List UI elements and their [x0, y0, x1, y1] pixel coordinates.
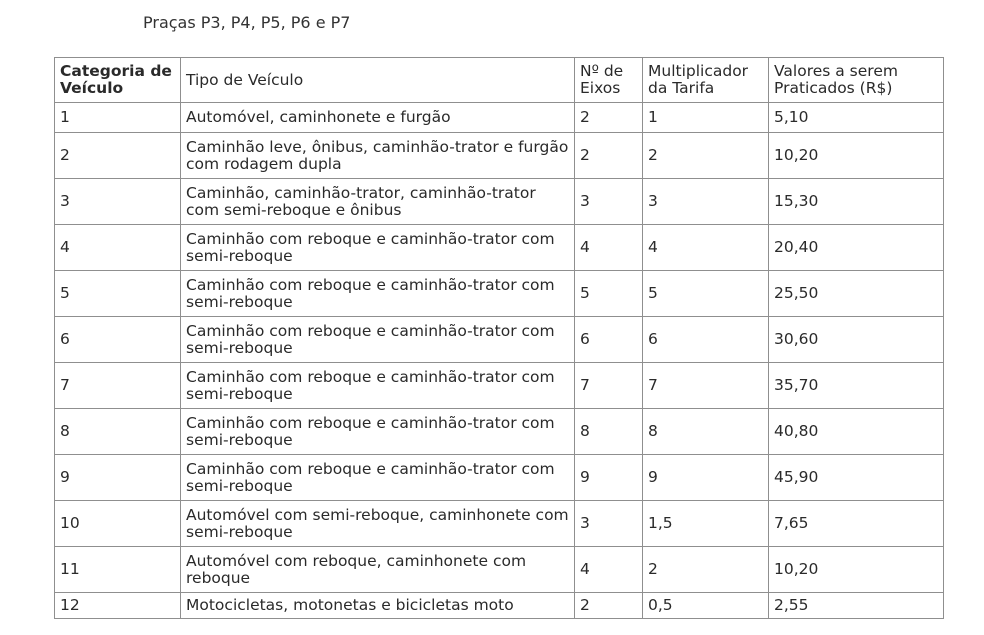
- cell-categoria: 2: [55, 133, 181, 179]
- table-row: [55, 103, 944, 133]
- cell-eixos: 2: [575, 133, 643, 179]
- cell-tipo: Caminhão com reboque e caminhão-trator com semi-reboque: [181, 317, 575, 363]
- cell-tipo: Motocicletas, motonetas e bicicletas moto: [181, 593, 575, 619]
- cell-tipo: Caminhão com reboque e caminhão-trator com semi-reboque: [181, 271, 575, 317]
- cell-categoria: 10: [55, 501, 181, 547]
- table-caption: Praças P3, P4, P5, P6 e P7: [143, 13, 351, 32]
- cell-tipo: Automóvel, caminhonete e furgão: [181, 103, 575, 133]
- cell-multiplicador: 3: [643, 179, 769, 225]
- cell-tipo: Caminhão leve, ônibus, caminhão-trator e furgão com rodagem dupla: [181, 133, 575, 179]
- table-row: [55, 225, 944, 271]
- toll-rates-table: [54, 57, 944, 619]
- cell-eixos: 6: [575, 317, 643, 363]
- cell-multiplicador: 5: [643, 271, 769, 317]
- cell-multiplicador: 6: [643, 317, 769, 363]
- cell-valor: 10,20: [769, 547, 944, 593]
- cell-categoria: 7: [55, 363, 181, 409]
- cell-multiplicador: 4: [643, 225, 769, 271]
- header-valores: Valores a serem Praticados (R$): [769, 58, 944, 103]
- cell-tipo: Automóvel com reboque, caminhonete com reboque: [181, 547, 575, 593]
- table-row: [55, 455, 944, 501]
- cell-tipo: Caminhão, caminhão-trator, caminhão-trator com semi-reboque e ônibus: [181, 179, 575, 225]
- cell-multiplicador: 0,5: [643, 593, 769, 619]
- cell-eixos: 7: [575, 363, 643, 409]
- cell-valor: 40,80: [769, 409, 944, 455]
- header-multiplicador: Multiplicador da Tarifa: [643, 58, 769, 103]
- cell-categoria: 11: [55, 547, 181, 593]
- cell-categoria: 1: [55, 103, 181, 133]
- cell-categoria: 9: [55, 455, 181, 501]
- cell-multiplicador: 9: [643, 455, 769, 501]
- cell-eixos: 3: [575, 179, 643, 225]
- cell-valor: 25,50: [769, 271, 944, 317]
- cell-valor: 45,90: [769, 455, 944, 501]
- header-eixos: Nº de Eixos: [575, 58, 643, 103]
- cell-tipo: Caminhão com reboque e caminhão-trator com semi-reboque: [181, 455, 575, 501]
- table-row: [55, 409, 944, 455]
- cell-eixos: 4: [575, 547, 643, 593]
- cell-tipo: Caminhão com reboque e caminhão-trator com semi-reboque: [181, 409, 575, 455]
- cell-eixos: 8: [575, 409, 643, 455]
- table-row: [55, 133, 944, 179]
- table-row: [55, 317, 944, 363]
- cell-multiplicador: 1: [643, 103, 769, 133]
- cell-valor: 15,30: [769, 179, 944, 225]
- cell-eixos: 9: [575, 455, 643, 501]
- cell-categoria: 12: [55, 593, 181, 619]
- cell-multiplicador: 2: [643, 133, 769, 179]
- cell-tipo: Caminhão com reboque e caminhão-trator com semi-reboque: [181, 225, 575, 271]
- cell-multiplicador: 2: [643, 547, 769, 593]
- cell-multiplicador: 8: [643, 409, 769, 455]
- cell-multiplicador: 7: [643, 363, 769, 409]
- cell-tipo: Caminhão com reboque e caminhão-trator com semi-reboque: [181, 363, 575, 409]
- cell-valor: 20,40: [769, 225, 944, 271]
- cell-valor: 30,60: [769, 317, 944, 363]
- table-row: [55, 271, 944, 317]
- table-row: [55, 363, 944, 409]
- cell-categoria: 8: [55, 409, 181, 455]
- cell-valor: 7,65: [769, 501, 944, 547]
- cell-valor: 10,20: [769, 133, 944, 179]
- cell-categoria: 4: [55, 225, 181, 271]
- table-row: [55, 179, 944, 225]
- table-row: [55, 501, 944, 547]
- header-row: [55, 58, 944, 103]
- cell-eixos: 3: [575, 501, 643, 547]
- cell-eixos: 2: [575, 593, 643, 619]
- cell-eixos: 5: [575, 271, 643, 317]
- cell-eixos: 4: [575, 225, 643, 271]
- cell-valor: 35,70: [769, 363, 944, 409]
- cell-categoria: 3: [55, 179, 181, 225]
- cell-multiplicador: 1,5: [643, 501, 769, 547]
- cell-categoria: 6: [55, 317, 181, 363]
- cell-categoria: 5: [55, 271, 181, 317]
- cell-valor: 2,55: [769, 593, 944, 619]
- cell-tipo: Automóvel com semi-reboque, caminhonete com semi-reboque: [181, 501, 575, 547]
- header-categoria: Categoria de Veículo: [55, 58, 181, 103]
- table-row: [55, 593, 944, 619]
- cell-eixos: 2: [575, 103, 643, 133]
- header-tipo: Tipo de Veículo: [181, 58, 575, 103]
- cell-valor: 5,10: [769, 103, 944, 133]
- table-row: [55, 547, 944, 593]
